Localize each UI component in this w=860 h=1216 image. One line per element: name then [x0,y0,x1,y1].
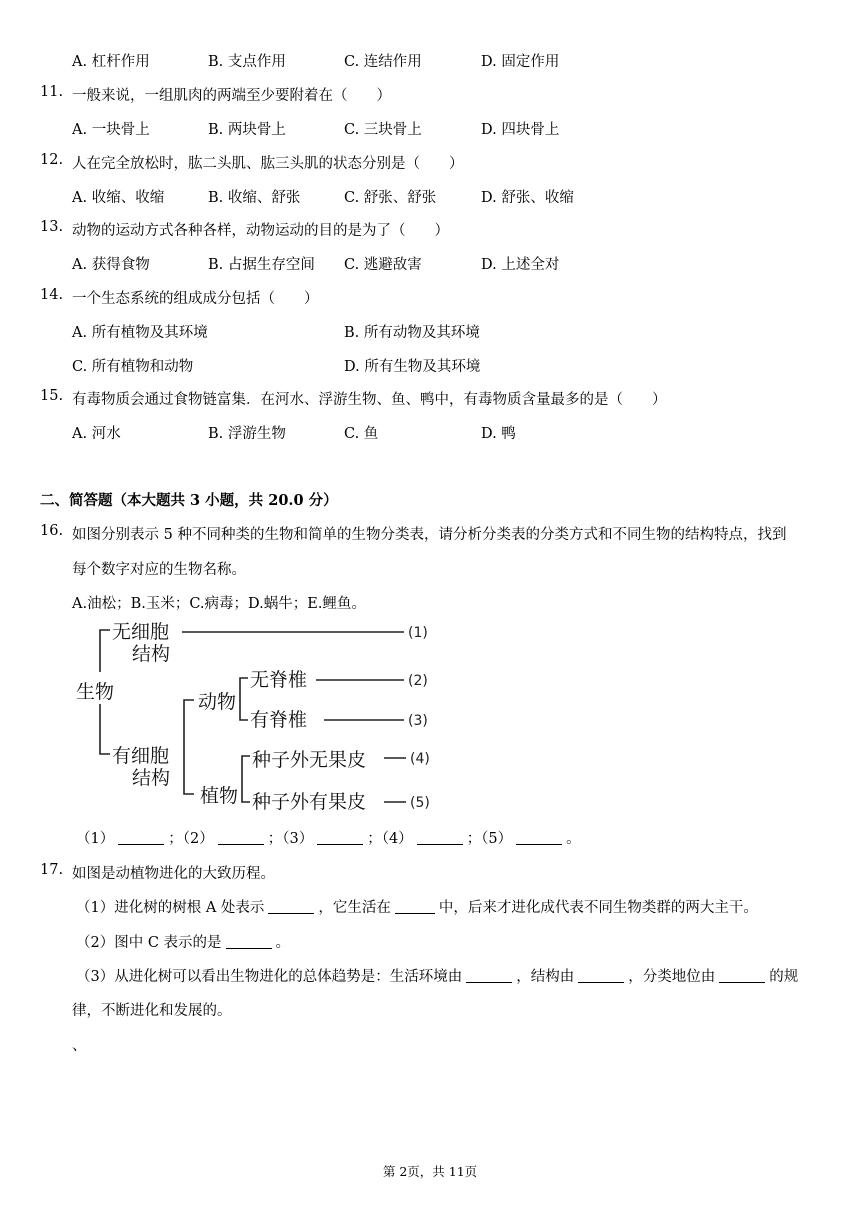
q15-option-c: C. 鱼 [344,426,379,442]
q11-option-c: C. 三块骨上 [344,122,422,138]
q11-option-b: B. 两块骨上 [208,122,286,138]
diagram-label-3: (3) [408,713,428,729]
question-text: 一个生态系统的组成成分包括（ ） [72,291,319,307]
no-cell-text-2: 结构 [132,643,171,665]
classification-diagram [66,616,456,816]
root-text: 生物 [76,681,115,703]
diagram-label-4: (4) [410,751,430,767]
plant-text: 植物 [200,785,239,807]
q17-blank-1[interactable] [268,899,314,914]
q11-option-a: A. 一块骨上 [72,122,150,138]
q14-option-a: A. 所有植物及其环境 [72,325,208,341]
q17-part1 [76,896,758,917]
q13-option-a: A. 获得食物 [72,257,150,273]
answer-label-4: ；（4） [367,831,413,847]
q10-option-c: C. 连结作用 [344,54,422,70]
q16-answer-line [76,827,581,848]
answer-end: 。 [566,831,581,847]
question-text: 如图是动植物进化的大致历程。 [72,866,275,882]
answer-blank-5[interactable] [516,830,562,845]
section-heading: 二、简答题（本大题共 3 小题，共 20.0 分） [40,492,338,509]
q10-option-a: A. 杠杆作用 [72,54,150,70]
question-text: 动物的运动方式各种各样，动物运动的目的是为了（ ） [72,223,449,239]
angiosperm-text: 种子外有果皮 [252,791,367,813]
q10-option-d: D. 固定作用 [481,54,560,70]
diagram-label-5: (5) [410,795,430,811]
question-number: 13. [40,219,64,235]
question-text: 人在完全放松时，肱二头肌、肱三头肌的状态分别是（ ） [72,156,464,172]
bracket-root-top [100,630,110,672]
question-number: 15. [40,388,64,404]
q12-option-b: B. 收缩、舒张 [208,190,301,206]
answer-blank-1[interactable] [118,830,164,845]
answer-label-3: ；（3） [267,831,314,847]
answer-label-1: （1） [76,831,115,847]
q17-blank-3[interactable] [226,934,272,949]
answer-blank-4[interactable] [417,830,463,845]
q17-part1-text-a: （1）进化树的树根 A 处表示 [76,900,265,916]
question-text: 一般来说，一组肌肉的两端至少要附着在（ ） [72,88,391,104]
q17-part3-text-a: （3）从进化树可以看出生物进化的总体趋势是：生活环境由 [76,969,463,985]
q17-part2-text-b: 。 [275,935,291,951]
answer-blank-2[interactable] [218,830,264,845]
cell-text-2: 结构 [132,767,171,789]
bracket-animal [240,678,248,720]
q17-part3-text-d: 的规 [769,969,799,985]
q17-part2 [76,931,290,952]
page-footer: 第 2页，共 11页 [382,1164,478,1179]
question-number: 14. [40,287,64,303]
diagram-label-1: (1) [408,625,428,641]
organism-list: A.油松；B.玉米；C.病毒；D.蜗牛；E.鲤鱼。 [72,596,366,612]
q17-blank-6[interactable] [719,968,765,983]
q17-part3-text-b: ，结构由 [516,969,575,985]
answer-label-5: ；（5） [466,831,513,847]
q10-option-b: B. 支点作用 [208,54,286,70]
animal-text: 动物 [198,691,237,713]
stray-mark: 、 [72,1038,87,1054]
vertebrate-text: 有脊椎 [250,709,308,731]
q17-part2-text-a: （2）图中 C 表示的是 [76,935,222,951]
invertebrate-text: 无脊椎 [250,669,308,691]
no-cell-text-1: 无细胞 [112,621,170,643]
q17-part3 [76,965,798,986]
q13-option-c: C. 逃避敌害 [344,257,422,273]
q17-part3-line2: 律，不断进化和发展的。 [72,1003,232,1019]
answer-blank-3[interactable] [317,830,363,845]
bracket-cell [184,700,194,794]
diagram-label-2: (2) [408,673,428,689]
question-number: 12. [40,152,64,168]
q12-option-c: C. 舒张、舒张 [344,190,437,206]
bracket-root-bottom [100,704,110,754]
question-16-line2: 每个数字对应的生物名称。 [72,562,246,578]
q12-option-d: D. 舒张、收缩 [481,190,574,206]
answer-label-2: ；（2） [168,831,214,847]
bracket-plant [242,756,250,802]
q17-part3-text-c: ，分类地位由 [628,969,716,985]
cell-text-1: 有细胞 [112,745,170,767]
q17-blank-5[interactable] [578,968,624,983]
q15-option-b: B. 浮游生物 [208,426,286,442]
q14-option-c: C. 所有植物和动物 [72,359,194,375]
q15-option-a: A. 河水 [72,426,121,442]
q13-option-d: D. 上述全对 [481,257,560,273]
q14-option-d: D. 所有生物及其环境 [344,359,481,375]
q15-option-d: D. 鸭 [481,426,516,442]
q14-option-b: B. 所有动物及其环境 [344,325,480,341]
question-number: 17. [40,862,64,878]
q17-part1-text-c: 中，后来才进化成代表不同生物类群的两大主干。 [438,900,758,916]
q17-blank-2[interactable] [395,899,435,914]
question-text: 有毒物质会通过食物链富集．在河水、浮游生物、鱼、鸭中，有毒物质含量最多的是（ ） [72,392,667,408]
q13-option-b: B. 占据生存空间 [208,257,315,273]
gymnosperm-text: 种子外无果皮 [252,749,367,771]
question-number: 16. [40,523,64,539]
q17-blank-4[interactable] [466,968,512,983]
q11-option-d: D. 四块骨上 [481,122,560,138]
question-text: 如图分别表示 5 种不同种类的生物和简单的生物分类表，请分析分类表的分类方式和不同生物的结构特点，找到 [72,527,787,543]
question-number: 11. [40,84,64,100]
q17-part1-text-b: ，它生活在 [318,900,391,916]
q12-option-a: A. 收缩、收缩 [72,190,165,206]
